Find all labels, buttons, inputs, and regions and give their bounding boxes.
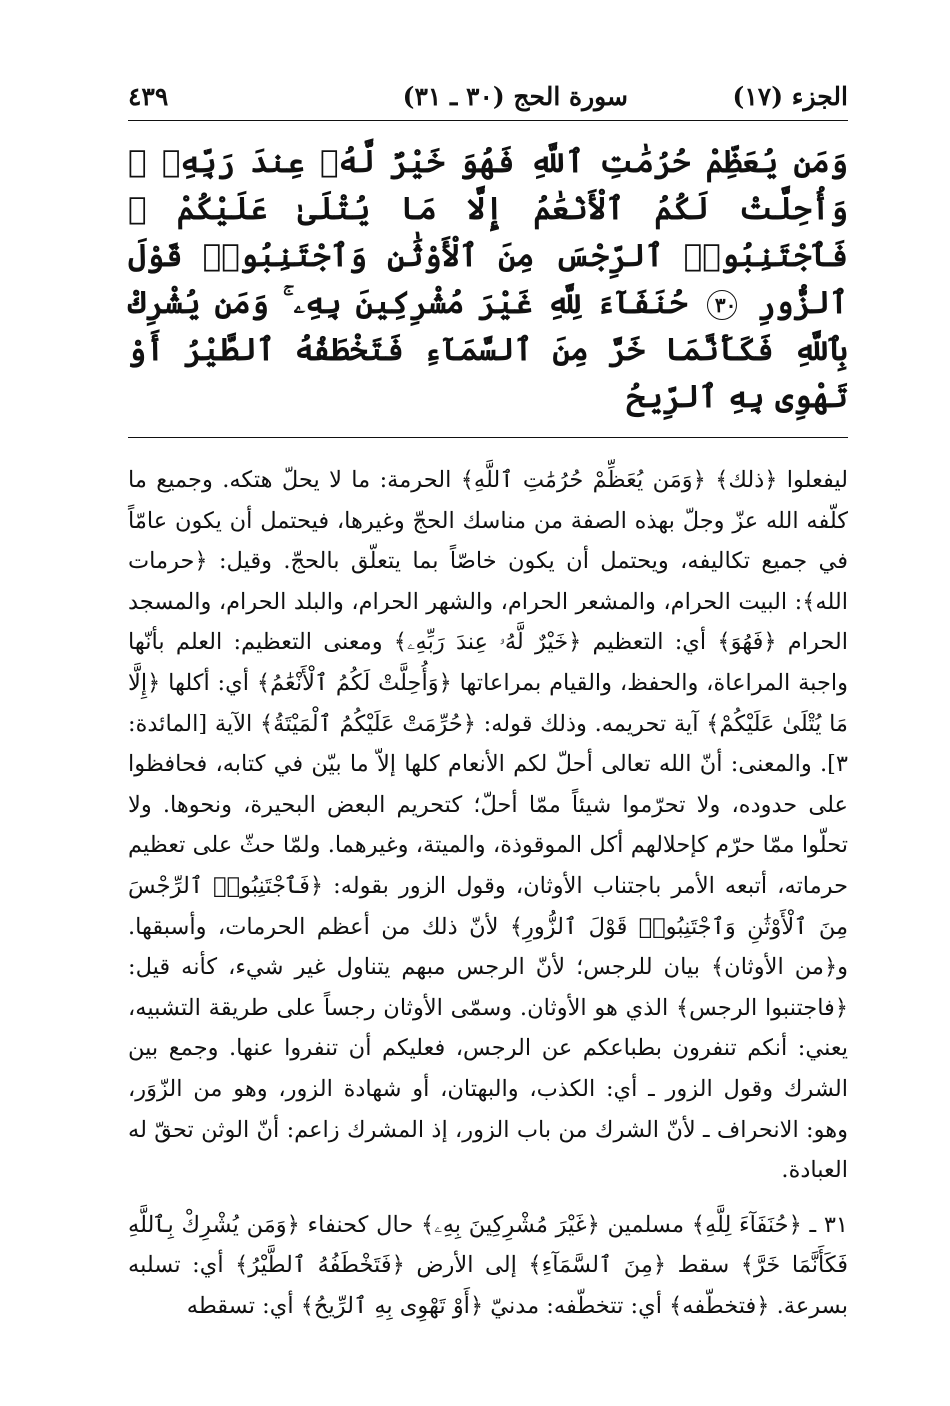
document-page bbox=[128, 78, 848, 1326]
quran-text-part-2: حُنَفَآءَ لِلَّهِ غَيْرَ مُشْرِكِينَ بِهِۦ ۚ وَمَن يُشْرِكْ بِٱللَّهِ فَكَأَنَّمَا خَرَّ مِنَ ٱلسَّمَآءِ فَتَخْطَفُهُ ٱلطَّيْرُ أَوْ تَهْوِى بِهِ ٱلرِّيحُ bbox=[128, 285, 848, 415]
juz-label: الجزء (١٧) bbox=[732, 82, 848, 111]
page-number: ٤٣٩ bbox=[128, 82, 169, 111]
tafsir-paragraph-1: ليفعلوا ﴿ذلك﴾ ﴿وَمَن يُعَظِّمْ حُرُمَٰتِ ٱللَّهِ﴾ الحرمة: ما لا يحلّ هتكه. وجميع ما كلّفه الله عزّ وجلّ بهذه الصفة من مناسك الحجّ وغيرها، فيحتمل أن يكون عامّاً في جميع تكاليفه، ويحتمل أن يكون خاصّاً بما يتعلّق بالحجّ. وقيل: ﴿حرمات الله﴾: البيت الحرام، والمشعر الحرام، والشهر الحرام، والبلد الحرام، والمسجد الحرام ﴿فَهُوَ﴾ أي: التعظيم ﴿خَيْرٌ لَّهُۥ عِندَ رَبِّهِۦ﴾ ومعنى التعظيم: العلم بأنّها واجبة المراعاة، والحفظ، والقيام بمراعاتها ﴿وَأُحِلَّتْ لَكُمُ ٱلْأَنْعَٰمُ﴾ أي: أكلها ﴿إِلَّا مَا يُتْلَىٰ عَلَيْكُمْ﴾ آية تحريمه. وذلك قوله: ﴿حُرِّمَتْ عَلَيْكُمُ ٱلْمَيْتَةُ﴾ الآية [المائدة: ٣]. والمعنى: أنّ الله تعالى أحلّ لكم الأنعام كلها إلاّ ما بيّن في كتابه، فحافظوا على حدوده، ولا تحرّموا شيئاً ممّا أحلّ؛ كتحريم البعض البحيرة، ونحوها. ولا تحلّوا ممّا حرّم كإحلالهم أكل الموقوذة، والميتة، وغيرهما. ولمّا حثّ على تعظيم حرماته، أتبعه الأمر باجتناب الأوثان، وقول الزور بقوله: ﴿فَٱجْتَنِبُوا۟ ٱلرِّجْسَ مِنَ ٱلْأَوْثَٰنِ وَٱجْتَنِبُوا۟ قَوْلَ ٱلزُّورِ﴾ لأنّ ذلك من أعظم الحرمات، وأسبقها. و﴿من الأوثان﴾ بيان للرجس؛ لأنّ الرجس مبهم يتناول غير شيء، كأنه قيل: ﴿فاجتنبوا الرجس﴾ الذي هو الأوثان. وسمّى الأوثان رجساً على طريقة التشبيه، يعني: أنكم تنفرون بطباعكم عن الرجس، فعليكم أن تنفروا عنها. وجمع بين الشرك وقول الزور ـ أي: الكذب، والبهتان، أو شهادة الزور، وهو من الزّوَر، وهو: الانحراف ـ لأنّ الشرك من باب الزور، إذ المشرك زاعم: أنّ الوثن تحقّ له العبادة. bbox=[128, 467, 848, 1184]
running-head bbox=[128, 78, 848, 120]
quran-text-part-1: وَمَن يُعَظِّمْ حُرُمَٰتِ ٱللَّهِ فَهُوَ خَيْرٌ لَّهُۥ عِندَ رَبِّهِۦ ۗ وَأُحِلَّتْ لَكُمُ ٱلْأَنْعَٰمُ إِلَّا مَا يُتْلَىٰ عَلَيْكُمْ ۖ فَٱجْتَنِبُوا۟ ٱلرِّجْسَ مِنَ ٱلْأَوْثَٰنِ وَٱجْتَنِبُوا۟ قَوْلَ ٱلزُّورِ bbox=[128, 144, 849, 321]
ayah-number-marker: ٣٠ bbox=[707, 290, 737, 320]
quran-verse-block bbox=[128, 121, 848, 437]
tafsir-paragraph-2: ٣١ ـ ﴿حُنَفَآءَ لِلَّهِ﴾ مسلمين ﴿غَيْرَ مُشْرِكِينَ بِهِۦ﴾ حال كحنفاء ﴿وَمَن يُشْرِكْ بِٱللَّهِ فَكَأَنَّمَا خَرَّ﴾ سقط ﴿مِنَ ٱلسَّمَآءِ﴾ إلى الأرض ﴿فَتَخْطَفُهُ ٱلطَّيْرُ﴾ أي: تسلبه بسرعة. ﴿فتخطّفه﴾ أي: تتخطّفه: مدنيّ ﴿أَوْ تَهْوِى بِهِ ٱلرِّيحُ﴾ أي: تسقطه bbox=[128, 1211, 848, 1319]
section-divider-rule bbox=[128, 437, 848, 438]
surah-title: سورة الحج (٣٠ ـ ٣١) bbox=[402, 82, 628, 111]
